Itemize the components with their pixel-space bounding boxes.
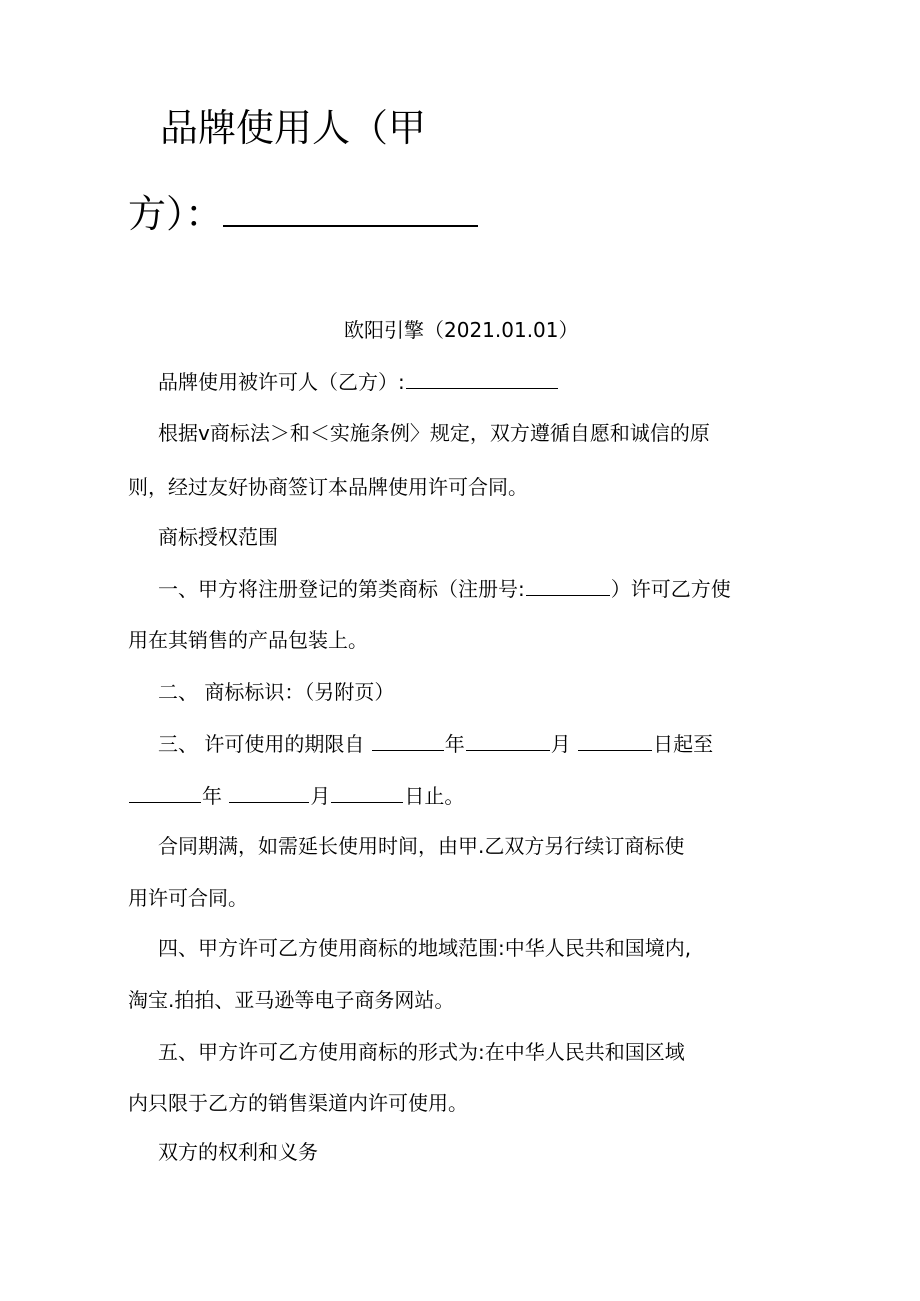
end-day-blank [331, 801, 403, 803]
party-b-blank [406, 387, 558, 389]
clause-1-line-1 [158, 575, 731, 603]
section-heading-rights: 双方的权利和义务 [158, 1140, 318, 1164]
registration-number-blank [526, 594, 610, 596]
clause-3-line-2 [128, 782, 464, 810]
title-line-1: 品牌使用人（甲 [160, 106, 427, 150]
renewal-line-2: 用许可合同。 [128, 886, 248, 910]
end-year-unit: 年 [202, 784, 222, 808]
end-month-blank [229, 801, 309, 803]
clause-1-line-2: 用在其销售的产品包装上。 [128, 628, 368, 652]
start-day-unit: 日起至 [653, 732, 714, 756]
section-heading-scope: 商标授权范围 [158, 525, 278, 549]
start-day-blank [578, 749, 652, 751]
end-day-unit: 日止。 [404, 784, 465, 808]
title-line-2-text: 方）： [128, 192, 224, 236]
clause-4-line-1: 四、甲方许可乙方使用商标的地域范围:中华人民共和国境内, [158, 936, 692, 960]
start-month-blank [466, 749, 550, 751]
clause-3-line-1 [158, 730, 713, 758]
clause-1-text-a: 一、甲方将注册登记的第类商标（注册号: [158, 577, 525, 601]
author-date: 欧阳引擎（2021.01.01） [344, 318, 579, 342]
start-year-blank [372, 749, 444, 751]
start-month-unit: 月 [550, 732, 571, 756]
end-year-blank [129, 801, 201, 803]
title-line-2 [128, 190, 478, 238]
clause-1-text-b: ）许可乙方使 [610, 577, 731, 601]
licensee-label: 品牌使用被许可人（乙方）: [158, 370, 405, 394]
intro-line-1: 根据v商标法＞和＜实施条例〉规定，双方遵循自愿和诚信的原 [158, 421, 710, 445]
clause-5-line-2: 内只限于乙方的销售渠道内许可使用。 [128, 1091, 468, 1115]
clause-4-line-2: 淘宝.拍拍、亚马逊等电子商务网站。 [128, 988, 455, 1012]
clause-5-line-1: 五、甲方许可乙方使用商标的形式为:在中华人民共和国区域 [158, 1040, 685, 1064]
clause-3-prefix: 三、 许可使用的期限自 [158, 732, 365, 756]
party-a-blank [223, 224, 478, 227]
clause-2: 二、 商标标识：（另附页） [158, 680, 395, 704]
renewal-line-1: 合同期满，如需延长使用时间，由甲.乙双方另行续订商标使 [158, 834, 685, 858]
start-year-unit: 年 [444, 732, 465, 756]
end-month-unit: 月 [310, 784, 331, 808]
intro-line-2: 则，经过友好协商签订本品牌使用许可合同。 [128, 475, 528, 499]
licensee-line [158, 368, 559, 396]
